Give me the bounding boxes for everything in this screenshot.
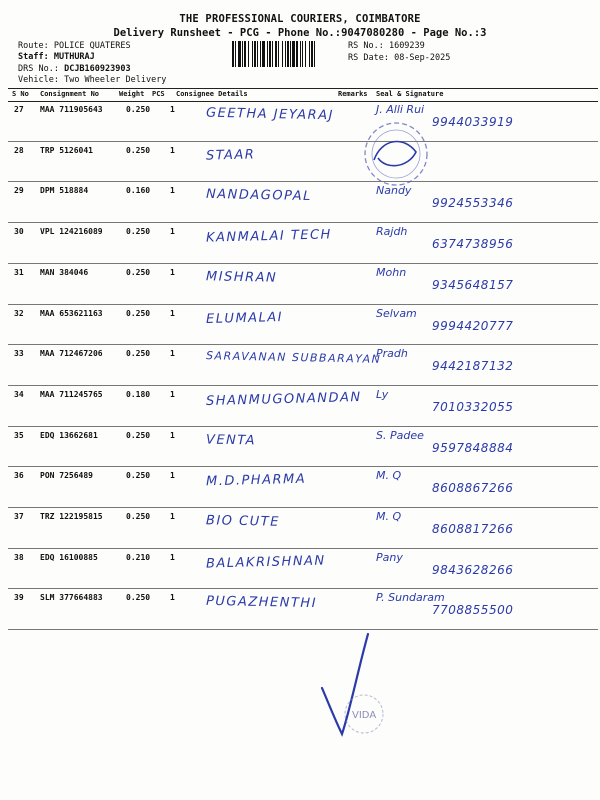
row-pcs: 1 — [170, 186, 175, 196]
row-consignee-name: NANDAGOPAL — [205, 187, 313, 205]
barcode-bar — [244, 41, 246, 67]
row-divider — [8, 466, 598, 467]
row-pcs: 1 — [170, 308, 175, 318]
page-mark: VIDA — [352, 710, 377, 721]
row-weight: 0.250 — [126, 512, 151, 521]
row-phone: 7708855500 — [432, 603, 514, 618]
rs-no-value: 1609239 — [388, 41, 425, 51]
row-divider — [8, 263, 598, 264]
barcode-bar — [232, 41, 234, 67]
row-sno: 36 — [14, 471, 24, 481]
staff-label: Staff: — [18, 52, 49, 62]
barcode-bar — [305, 41, 306, 67]
row-divider — [8, 181, 598, 182]
barcode-bar — [290, 41, 291, 67]
row-pcs: 1 — [170, 389, 175, 399]
row-consignee-name: GEETHA JEYARAJ — [205, 105, 335, 124]
row-consignment-no: MAA 711245765 — [40, 389, 103, 399]
col-consignee-details: Consignee Details — [176, 90, 248, 98]
row-phone: 9843628266 — [432, 562, 514, 577]
row-divider — [8, 304, 598, 305]
check-mark — [300, 630, 420, 740]
row-signature: M. Q — [376, 469, 402, 483]
row-pcs: 1 — [170, 593, 175, 603]
row-weight: 0.250 — [126, 267, 151, 277]
row-consignment-no: MAN 384046 — [40, 267, 89, 277]
row-consignment-no: VPL 124216089 — [40, 227, 103, 237]
row-consignment-no: MAA 711905643 — [40, 105, 103, 114]
vehicle-label: Vehicle: — [18, 75, 59, 85]
row-consignee-name: ELUMALAI — [205, 309, 284, 327]
row-phone: 9442187132 — [432, 359, 514, 374]
row-pcs: 1 — [170, 349, 175, 359]
row-signature: S. Padee — [376, 428, 424, 442]
row-weight: 0.250 — [126, 105, 151, 114]
col-remarks: Remarks — [338, 90, 368, 98]
row-divider — [8, 548, 598, 549]
row-pcs: 1 — [170, 227, 175, 237]
barcode-bar — [260, 41, 261, 67]
rs-no-label: RS No.: — [348, 41, 384, 51]
row-pcs: 1 — [170, 145, 175, 155]
row-signature: Rajdh — [376, 225, 408, 239]
barcode-bar — [292, 41, 295, 67]
row-divider — [8, 141, 598, 142]
row-pcs: 1 — [170, 267, 175, 277]
barcode-bar — [252, 41, 253, 67]
barcode-bar — [314, 41, 315, 67]
barcode-bar — [254, 41, 256, 67]
vehicle-value: Two Wheeler Delivery — [64, 75, 167, 85]
row-consignment-no: MAA 712467206 — [40, 349, 103, 359]
col-weight: Weight — [119, 90, 145, 98]
row-phone: 9597848884 — [432, 440, 514, 455]
row-weight: 0.250 — [126, 430, 151, 440]
rs-date-value: 08-Sep-2025 — [394, 53, 451, 63]
row-sno: 37 — [14, 512, 24, 521]
row-consignee-name: MISHRAN — [205, 269, 278, 286]
row-pcs: 1 — [170, 471, 175, 481]
row-consignee-name: KANMALAI TECH — [205, 227, 333, 246]
row-pcs: 1 — [170, 512, 175, 521]
drs-line — [18, 64, 131, 75]
rs-date-line — [348, 53, 450, 64]
route-line — [18, 41, 131, 52]
row-weight: 0.180 — [126, 389, 151, 399]
barcode-bar — [267, 41, 268, 67]
barcode-bar — [272, 41, 273, 67]
vehicle-line — [18, 75, 166, 86]
barcode-bar — [296, 41, 298, 67]
row-phone: 9994420777 — [432, 318, 514, 333]
row-signature: Nandy — [376, 184, 412, 198]
row-consignee-name: M.D.PHARMA — [205, 471, 307, 490]
barcode-bar — [278, 41, 279, 67]
row-sno: 31 — [14, 267, 24, 277]
row-weight: 0.210 — [126, 552, 151, 562]
barcode-bar — [309, 41, 310, 67]
barcode-bar — [275, 41, 277, 67]
row-consignment-no: TRZ 122195815 — [40, 512, 103, 521]
row-sno: 30 — [14, 227, 24, 237]
delivery-stamp — [360, 118, 432, 190]
barcode-bar — [285, 41, 286, 67]
barcode-bar — [257, 41, 258, 67]
staff-value: MUTHURAJ — [53, 52, 95, 62]
row-signature: Mohn — [376, 265, 407, 279]
row-divider — [8, 426, 598, 427]
row-signature: P. Sundaram — [376, 591, 445, 605]
drs-value: DCJB160923903 — [64, 64, 131, 74]
row-consignee-name: VENTA — [205, 432, 257, 449]
route-value: POLICE QUATERES — [53, 41, 131, 51]
row-weight: 0.250 — [126, 308, 151, 318]
barcode-bar — [300, 41, 301, 67]
barcode-bar — [311, 41, 313, 67]
row-consignment-no: PON 7256489 — [40, 471, 93, 481]
row-consignee-name: BIO CUTE — [205, 513, 281, 530]
row-weight: 0.250 — [126, 349, 151, 359]
row-signature: J. Alli Rui — [376, 103, 425, 116]
barcode-bar — [238, 41, 241, 67]
row-consignment-no: EDQ 16100885 — [40, 552, 98, 562]
row-sno: 32 — [14, 308, 24, 318]
row-consignment-no: SLM 377664883 — [40, 593, 103, 603]
row-pcs: 1 — [170, 105, 175, 114]
barcode-bar — [269, 41, 271, 67]
barcode-bar — [282, 41, 283, 67]
barcode-bar — [287, 41, 289, 67]
row-consignee-name: BALAKRISHNAN — [205, 553, 326, 572]
staff-line — [18, 52, 95, 63]
col-seal-signature: Seal & Signature — [376, 90, 444, 98]
row-weight: 0.250 — [126, 227, 151, 237]
row-phone: 6374738956 — [432, 237, 514, 252]
row-signature: Selvam — [376, 306, 417, 320]
row-pcs: 1 — [170, 430, 175, 440]
row-sno: 38 — [14, 552, 24, 562]
row-weight: 0.160 — [126, 186, 151, 196]
row-weight: 0.250 — [126, 593, 151, 603]
row-phone: 8608817266 — [432, 522, 514, 536]
row-sno: 39 — [14, 593, 24, 603]
rs-no-line — [348, 41, 425, 52]
row-consignee-name: STAAR — [205, 147, 256, 164]
row-phone: 9345648157 — [432, 277, 514, 292]
rs-date-label: RS Date: — [348, 53, 389, 63]
row-sno: 28 — [14, 145, 24, 155]
row-divider — [8, 588, 598, 589]
barcode-bar — [248, 41, 249, 67]
row-consignee-name: SARAVANAN SUBBARAYAN — [205, 349, 382, 367]
table-header — [8, 88, 598, 102]
row-divider — [8, 344, 598, 345]
runsheet-subtitle: Delivery Runsheet - PCG - Phone No.:9047080280 - Page No.:3 — [113, 27, 487, 39]
col-sno: S No — [12, 90, 29, 98]
company-title: THE PROFESSIONAL COURIERS, COIMBATORE — [179, 13, 421, 25]
row-consignment-no: MAA 653621163 — [40, 308, 103, 318]
row-phone: 8608867266 — [432, 481, 514, 496]
row-sno: 35 — [14, 430, 24, 440]
barcode-bar — [235, 41, 236, 67]
col-pcs: PCS — [152, 90, 165, 98]
row-weight: 0.250 — [126, 145, 151, 155]
row-consignment-no: DPM 518884 — [40, 186, 89, 196]
row-signature: M. Q — [376, 510, 402, 523]
col-consignment: Consignment No — [40, 90, 100, 98]
barcode-bar — [242, 41, 243, 67]
barcode-bar — [262, 41, 265, 67]
row-signature: Ly — [376, 387, 389, 401]
row-weight: 0.250 — [126, 471, 151, 481]
row-signature: Pany — [376, 550, 403, 564]
row-phone: 7010332055 — [432, 399, 514, 414]
row-signature: Pradh — [376, 347, 408, 361]
row-phone: 9924553346 — [432, 196, 514, 211]
drs-label: DRS No.: — [18, 64, 59, 74]
row-consignee-name: SHANMUGONANDAN — [205, 389, 362, 409]
row-sno: 29 — [14, 186, 24, 196]
barcode-bar — [302, 41, 303, 67]
route-label: Route: — [18, 41, 49, 51]
row-consignee-name: PUGAZHENTHI — [205, 594, 318, 612]
row-sno: 27 — [14, 105, 24, 114]
row-consignment-no: EDQ 13662681 — [40, 430, 98, 440]
row-sno: 34 — [14, 389, 24, 399]
row-divider — [8, 385, 598, 386]
row-pcs: 1 — [170, 552, 175, 562]
row-phone: 9944033919 — [432, 115, 514, 129]
row-divider — [8, 507, 598, 508]
row-divider — [8, 222, 598, 223]
barcode-image — [232, 41, 342, 67]
row-consignment-no: TRP 5126041 — [40, 145, 93, 155]
row-sno: 33 — [14, 349, 24, 359]
